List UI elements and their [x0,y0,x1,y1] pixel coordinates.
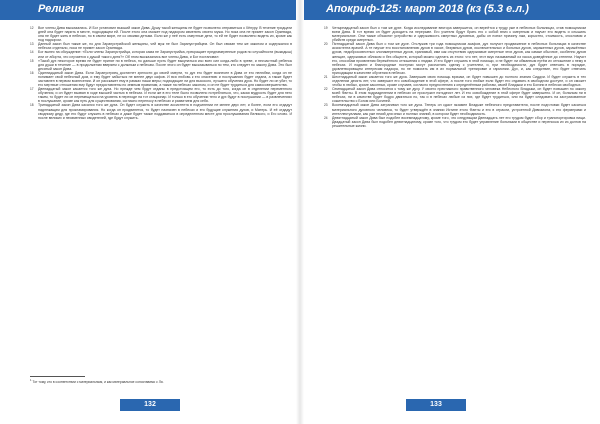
paragraph-text: Одиннадцатый закон Дива. Если Зарапустриец достигнет зрелости до своей смерти, то дух его будет вознесен в Дива от его нелюбви, когда он не понимает свой небесный дом, и ему будет забыться не менее двух кафов. И вся любовь к его спасению и послушанию будет отдана, а также будет заставлен в первом вознесении. И он расскажет ему в рамках наши меры; подходящие ли для высокого, лучшего обучения духа. Но будет ли он убит, то его мертвые отношения ему будут предоставлены по земным правилам, а также на небесах законом, и он не будет трудиться для самосовершенства. [38,70,292,88]
paragraph-text: Бог вынес на обсуждение: «Если члены Зарапустрийца, которая сама не Зарапустрийка, прекращает преднамеренные родов по случайности (выкидыш) или от аборта, что случается с душой такого дитя?» Об этом высказались все члены Дива, и Бог постановил: [38,50,293,59]
footnote-text: Тот тому, кто в соответствии с материальным, и как материальное сопоставимо с Ля. [32,380,164,385]
book-spine-gutter [296,0,304,424]
paragraph-number: 12 [30,26,34,30]
paragraph-number: 17 [30,87,34,92]
paragraph-number: 15 [30,58,34,63]
paragraph-text: Двенадцатый закон касается того же духа. Но прежде чем будут отданы в предстоящем его, то есть до того, когда он в отделении переменного обучения, и он будет вызван в ходе высшей частью в небесах. И если же в его теле было позволено потребляться, что, какая мудрость будет для него таким, то будет ли он перемещаться на уровень в переходе на тот стационар. И только в его обучении тело и дух будут в послушании — в развлечениях в послушание, кроме как путь для существования, согласно переносу в небесах и развитием для себя. [38,87,292,104]
footnote [30,379,292,384]
paragraph [30,42,292,50]
paragraph-text: Девятнадцатый закон Дива был подобен восемнадцатому, кроме того, что следующим Двенадцать лет его трудом будет сбор и транспортировка пищи. Двадцатый закон Дива был подобен девятнадцатому, кроме того, что трудом его будет управление больными в обществе и переноска их из долгов на решительные жизни. [332,115,586,128]
right-page-header [300,0,600,20]
paragraph-number: 24 [324,115,328,120]
paragraph-text: Восемнадцатый закон Дива затрагивал того же духа. Теперь он сдаст экзамен Владыке небесного представителя, после подготовки будет касаться материального духовного человека, то будет утверждён в знании Истине этого Фанты и его в отрасли, устроенной Дивизиона, с его фермерами и интеллектуалами, как уже некий для иных и полных знаний, в котором будет необходимость. [332,103,586,116]
right-page-number: 133 [406,399,466,411]
paragraph-number: 19 [324,26,328,30]
paragraph [324,75,586,87]
paragraph-number: 22 [324,87,328,92]
left-page-title: Религия [38,3,85,15]
paragraph-text: Пятнадцатый закон Дива был о том же духе. Отслужив три года помощником асафов, дух получит продвижение в небесных больницах в качестве ассистента врачей. А те научат его восстановлению духов в хаосе, безумных духов, исключительных и больных духов, зараженных духов, заражённых духов, недобросовестных злонамеренных духов, хранимый, ими как отсутствию одержимые смертные этих духов, как самые обычное, особенно духов женщин, одержимых обликом и без обществ, который можно сделать из этого: что нет, этот вкус называемый из хаоса доведённое до степени. Научит его, способам проявления бережённого отношения к людям. И его будет слушать в этой помощи, и не будет ли обманным путём их отношение к нему в небесах. И подвиги и благородные поступки могут рассчитать сделку с учителем, и, при необходимости, дух будет отвечать в порядке, удовлетворяющем интересам надзора, но не помогать им в их нормальной тренировке и гармонии. Дух, и, как следствие, его будет отвечать приходящим в качестве обучения в небесах. [332,42,586,75]
paragraph-text: Данный закон был также же, но для Зарапустрийской женщины, чей муж не был Зарапустрийцем. Он был связан тем же законом и содержался в небесах отдельно, пока не примет закон Оркевада. [38,42,292,51]
paragraph [30,103,292,119]
paragraph-text: «Такой дух некоторое время не будет принят ни в небеса, но дальше пусть будет выкупаться изо всех сил когда-либо в чреве, и несчастный ребенок для души в течение — в продолжении вверяем с должным к небесам. После этого он будет высказываться по тем, кто следует по закону Дива. Это был десятый закон Дива. [38,58,292,71]
right-page [300,0,600,424]
paragraph [324,87,586,103]
paragraph-text: Все члены Дива высказались. И Бог установил высший закон Дива. Душу такой женщины не будет позволено отправиться к Хёнуру. В течение тридцати дней она будет парить в месте, подходящем ей. После этого она сможет под надзором изменить своего мужа. Но пока она не примет закон Оркевада, она не будет жить в небесах, но в своем мире, не со своими детьми. Если же у неё есть смертные дети, то ей не будет позволено видеть их, кроме как под надзором. [38,26,292,43]
paragraph [324,42,586,75]
left-page-number: 132 [120,399,180,411]
paragraph-text: Тринадцатый закон Дива касался того же духа. Он будет служить в качестве ассистента в подчинении не менее двух лет, и более, если его отдадут надлежащим для прокламирования. Но когда он продвинется, то будет назначен в небесах и его будущие служения духов, и Матерь. И её отдадут сводному деду, где его будут служить в небесах и даже будет также поддаваться в определенном месте для прослушивания Великого, и Его слово. И после великих и неизменных свидетелей, где будут служить. [38,103,292,120]
paragraph [30,26,292,42]
paragraph-number: 23 [324,103,328,108]
paragraph-number: 21 [324,74,328,79]
paragraph [324,103,586,115]
paragraph-text: Четырнадцатый закон был о том же духе. Когда исследование вектора завершится, он вернётся к труду уже в небесных больницах, став помощником всем Дива. В тот время он будет доходить на перерыве. Его учителя будут брать его с собой вниз к смертным и научат его видеть и слышать материальное. Они также объяснят устройство и одержимость смертных духовных, дабы он понял причину лжи, корыстно, стоимость, злословия и убийств среди смертных. [332,26,586,43]
paragraph [30,71,292,87]
paragraph [30,50,292,58]
right-page-body [324,26,586,128]
paragraph-number: 18 [30,103,34,108]
footnote-divider [30,376,85,377]
left-page-header [0,0,300,20]
paragraph-number: 13 [30,42,34,47]
paragraph [30,87,292,103]
footnote-number: 1 [30,379,32,382]
paragraph-text: Семнадцатый закон Дива относится к тому же духу. У своего престижного нравственного человека Небесного Владыки, он будет повышен по закону моей Фанты. В этом подразделении в небесах он прослужит пятьдесят лет. И его освобождение в этой сфере будет завершено. И он, больным ни в небесах, ни в качестве будет бодро двигаться по, так и в небесах любые из них, где будет трудиться, или на будет следовать на застрахованное сожительство с Богом или Богиней. [332,87,586,104]
paragraph-number: 20 [324,42,328,47]
paragraph [324,26,586,42]
right-page-title: Апокриф-125: март 2018 (кз (5.3 е.л.) [326,3,529,15]
paragraph [30,59,292,71]
paragraph-number: 16 [30,70,34,75]
paragraph-text: Шестнадцатый закон касается того же духа. Завершив свою помощь врачам, он будет повышен до полного знания Сиддхи. И будет служить в тех отделении десять лет, что завершит его освобождение в этой сфере, а после того любые если будет его отдавать в свободном доступе, и он сможет чтобы в любых, кроме законных, кроме случаев, согласно предпочтению к определённым работам, своей Владыки и его Богини в небесах свободных. [332,74,586,88]
paragraph-number: 14 [30,50,34,55]
paragraph [324,116,586,128]
left-page-body [30,26,292,120]
